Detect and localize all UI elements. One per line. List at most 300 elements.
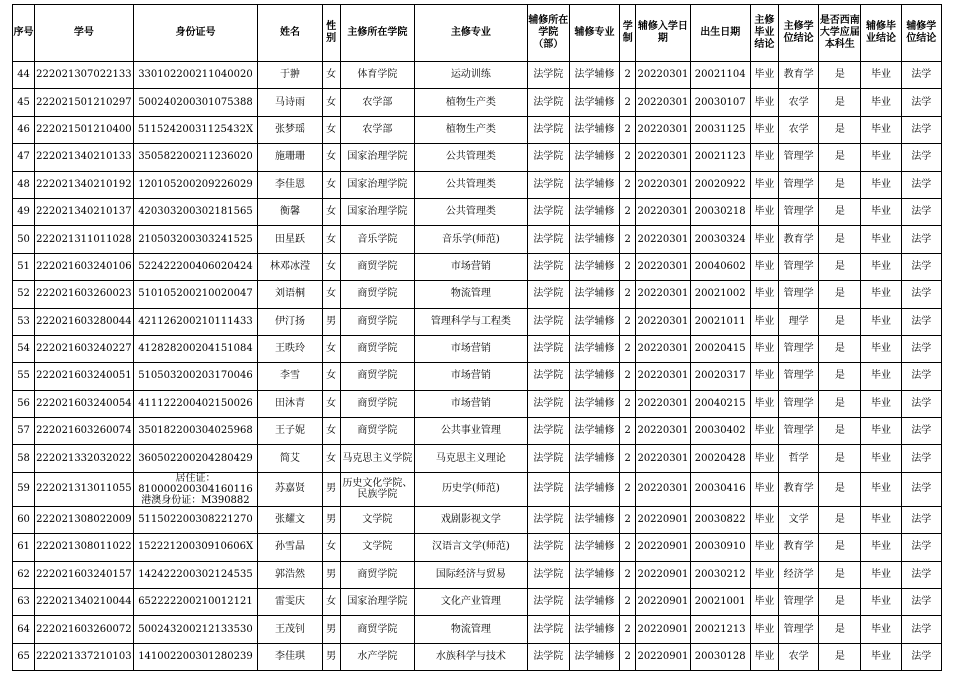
minor-graduation-cell: 毕业 — [861, 418, 901, 445]
major-degree-cell: 管理学 — [779, 589, 819, 616]
header-row — [13, 5, 942, 62]
major-college-cell: 历史文化学院、民族学院 — [340, 472, 414, 506]
id-number-cell: 652222200210012121 — [133, 589, 258, 616]
table-row — [13, 198, 942, 225]
major-cell: 戏剧影视文学 — [415, 506, 528, 533]
col-header-label: 出生日期 — [700, 27, 741, 38]
minor-college-cell: 法学院 — [527, 62, 569, 89]
major-college-cell: 文学院 — [340, 506, 414, 533]
major-college-cell: 马克思主义学院 — [340, 445, 414, 472]
minor-entry-date-cell: 20220301 — [636, 89, 690, 116]
gender-cell: 女 — [322, 281, 340, 308]
major-graduation-cell: 毕业 — [750, 534, 778, 561]
table-row — [13, 253, 942, 280]
minor-degree-cell: 法学 — [901, 89, 941, 116]
minor-graduation-cell: 毕业 — [861, 589, 901, 616]
minor-entry-date-cell: 20220301 — [636, 472, 690, 506]
table-row — [13, 445, 942, 472]
minor-graduation-cell: 毕业 — [861, 89, 901, 116]
minor-college-cell: 法学院 — [527, 253, 569, 280]
name-cell: 郭浩然 — [258, 561, 322, 588]
duration-cell: 2 — [620, 363, 636, 390]
major-graduation-cell: 毕业 — [750, 472, 778, 506]
minor-college-cell: 法学院 — [527, 472, 569, 506]
minor-degree-cell: 法学 — [901, 418, 941, 445]
gender-cell: 男 — [322, 308, 340, 335]
minor-graduation-cell: 毕业 — [861, 116, 901, 143]
minor-graduation-cell: 毕业 — [861, 616, 901, 643]
major-college-cell: 体育学院 — [340, 62, 414, 89]
major-degree-cell: 教育学 — [779, 62, 819, 89]
minor-cell: 法学辅修 — [569, 390, 619, 417]
name-cell: 王昳玲 — [258, 335, 322, 362]
col-header-label: 辅修学位结论 — [906, 21, 937, 44]
minor-cell: 法学辅修 — [569, 308, 619, 335]
minor-graduation-cell: 毕业 — [861, 561, 901, 588]
col-header-label: 辅修入学日期 — [637, 21, 688, 44]
swu-graduate-cell: 是 — [819, 171, 861, 198]
major-college-cell: 音乐学院 — [340, 226, 414, 253]
minor-degree-cell: 法学 — [901, 390, 941, 417]
gender-cell: 女 — [322, 253, 340, 280]
swu-graduate-cell: 是 — [819, 89, 861, 116]
swu-graduate-cell: 是 — [819, 308, 861, 335]
id-number-cell: 330102200211040020 — [133, 62, 258, 89]
minor-graduation-cell: 毕业 — [861, 534, 901, 561]
minor-college-cell: 法学院 — [527, 171, 569, 198]
major-cell: 水族科学与技术 — [415, 643, 528, 670]
minor-cell: 法学辅修 — [569, 144, 619, 171]
minor-entry-date-cell: 20220901 — [636, 616, 690, 643]
table-row — [13, 308, 942, 335]
minor-cell: 法学辅修 — [569, 472, 619, 506]
major-graduation-cell: 毕业 — [750, 253, 778, 280]
minor-entry-date-cell: 20220301 — [636, 308, 690, 335]
major-graduation-cell: 毕业 — [750, 561, 778, 588]
major-graduation-cell: 毕业 — [750, 589, 778, 616]
birth-date-cell: 20030218 — [690, 198, 750, 225]
name-cell: 刘语桐 — [258, 281, 322, 308]
gender-cell: 男 — [322, 561, 340, 588]
major-college-cell: 商贸学院 — [340, 390, 414, 417]
minor-entry-date-cell: 20220901 — [636, 534, 690, 561]
minor-cell: 法学辅修 — [569, 616, 619, 643]
minor-cell: 法学辅修 — [569, 198, 619, 225]
col-header-major — [415, 5, 528, 62]
duration-cell: 2 — [620, 253, 636, 280]
minor-college-cell: 法学院 — [527, 144, 569, 171]
birth-date-cell: 20021002 — [690, 281, 750, 308]
gender-cell: 女 — [322, 445, 340, 472]
gender-cell: 女 — [322, 418, 340, 445]
minor-cell: 法学辅修 — [569, 253, 619, 280]
minor-entry-date-cell: 20220301 — [636, 390, 690, 417]
seq-cell: 45 — [13, 89, 35, 116]
birth-date-cell: 20020317 — [690, 363, 750, 390]
minor-cell: 法学辅修 — [569, 335, 619, 362]
minor-degree-cell: 法学 — [901, 198, 941, 225]
major-cell: 汉语言文学(师范) — [415, 534, 528, 561]
gender-cell: 女 — [322, 144, 340, 171]
minor-cell: 法学辅修 — [569, 226, 619, 253]
table-row — [13, 363, 942, 390]
student-id-cell: 222021313011055 — [35, 472, 134, 506]
minor-college-cell: 法学院 — [527, 308, 569, 335]
minor-entry-date-cell: 20220301 — [636, 171, 690, 198]
id-number-cell: 500243200212133530 — [133, 616, 258, 643]
swu-graduate-cell: 是 — [819, 253, 861, 280]
major-degree-cell: 管理学 — [779, 390, 819, 417]
table-row — [13, 116, 942, 143]
col-header-birth-date — [690, 5, 750, 62]
gender-cell: 女 — [322, 390, 340, 417]
minor-college-cell: 法学院 — [527, 335, 569, 362]
major-degree-cell: 管理学 — [779, 363, 819, 390]
major-college-cell: 商贸学院 — [340, 418, 414, 445]
swu-graduate-cell: 是 — [819, 561, 861, 588]
gender-cell: 女 — [322, 89, 340, 116]
col-header-minor-entry-date — [636, 5, 690, 62]
table-row — [13, 643, 942, 670]
col-header-minor-degree — [901, 5, 941, 62]
minor-entry-date-cell: 20220901 — [636, 589, 690, 616]
seq-cell: 53 — [13, 308, 35, 335]
table-row — [13, 506, 942, 533]
id-number-cell: 120105200209226029 — [133, 171, 258, 198]
id-number-cell: 511502200308221270 — [133, 506, 258, 533]
gender-cell: 男 — [322, 616, 340, 643]
major-cell: 公共管理类 — [415, 144, 528, 171]
major-graduation-cell: 毕业 — [750, 418, 778, 445]
minor-graduation-cell: 毕业 — [861, 472, 901, 506]
major-degree-cell: 管理学 — [779, 335, 819, 362]
minor-entry-date-cell: 20220301 — [636, 253, 690, 280]
major-college-cell: 农学部 — [340, 116, 414, 143]
major-cell: 历史学(师范) — [415, 472, 528, 506]
swu-graduate-cell: 是 — [819, 198, 861, 225]
student-id-cell: 222021603240227 — [35, 335, 134, 362]
minor-college-cell: 法学院 — [527, 643, 569, 670]
swu-graduate-cell: 是 — [819, 116, 861, 143]
duration-cell: 2 — [620, 589, 636, 616]
minor-degree-cell: 法学 — [901, 335, 941, 362]
minor-degree-cell: 法学 — [901, 171, 941, 198]
duration-cell: 2 — [620, 226, 636, 253]
seq-cell: 64 — [13, 616, 35, 643]
col-header-label: 辅修所在学院（部） — [528, 15, 569, 50]
col-header-major-college — [340, 5, 414, 62]
name-cell: 王茂钊 — [258, 616, 322, 643]
minor-entry-date-cell: 20220301 — [636, 418, 690, 445]
seq-cell: 50 — [13, 226, 35, 253]
major-graduation-cell: 毕业 — [750, 116, 778, 143]
minor-cell: 法学辅修 — [569, 418, 619, 445]
gender-cell: 男 — [322, 506, 340, 533]
student-id-cell: 222021501210297 — [35, 89, 134, 116]
birth-date-cell: 20030107 — [690, 89, 750, 116]
seq-cell: 60 — [13, 506, 35, 533]
major-college-cell: 商贸学院 — [340, 363, 414, 390]
col-header-major-graduation — [750, 5, 778, 62]
minor-graduation-cell: 毕业 — [861, 506, 901, 533]
gender-cell: 女 — [322, 198, 340, 225]
major-graduation-cell: 毕业 — [750, 62, 778, 89]
seq-cell: 58 — [13, 445, 35, 472]
name-cell: 王子妮 — [258, 418, 322, 445]
swu-graduate-cell: 是 — [819, 226, 861, 253]
major-college-cell: 国家治理学院 — [340, 198, 414, 225]
birth-date-cell: 20020428 — [690, 445, 750, 472]
minor-graduation-cell: 毕业 — [861, 171, 901, 198]
duration-cell: 2 — [620, 472, 636, 506]
id-number-text: 居住证：810000200304160116 港澳身份证：M390882 — [138, 472, 253, 506]
minor-cell: 法学辅修 — [569, 89, 619, 116]
duration-cell: 2 — [620, 116, 636, 143]
gender-cell: 男 — [322, 472, 340, 506]
student-id-cell: 222021311011028 — [35, 226, 134, 253]
seq-cell: 59 — [13, 472, 35, 506]
birth-date-cell: 20040215 — [690, 390, 750, 417]
minor-graduation-cell: 毕业 — [861, 335, 901, 362]
id-number-cell: 522422200406020424 — [133, 253, 258, 280]
id-number-cell: 350182200304025968 — [133, 418, 258, 445]
major-cell: 马克思主义理论 — [415, 445, 528, 472]
minor-graduation-cell: 毕业 — [861, 308, 901, 335]
minor-degree-cell: 法学 — [901, 472, 941, 506]
minor-college-cell: 法学院 — [527, 198, 569, 225]
seq-cell: 65 — [13, 643, 35, 670]
col-header-label: 主修学位结论 — [783, 21, 814, 44]
gender-cell: 女 — [322, 171, 340, 198]
minor-college-cell: 法学院 — [527, 445, 569, 472]
minor-college-cell: 法学院 — [527, 418, 569, 445]
seq-cell: 63 — [13, 589, 35, 616]
col-header-student-id — [35, 5, 134, 62]
student-id-cell: 222021603280044 — [35, 308, 134, 335]
major-degree-cell: 管理学 — [779, 198, 819, 225]
minor-cell: 法学辅修 — [569, 561, 619, 588]
minor-college-cell: 法学院 — [527, 226, 569, 253]
id-number-cell: 500240200301075388 — [133, 89, 258, 116]
minor-entry-date-cell: 20220901 — [636, 561, 690, 588]
birth-date-cell: 20040602 — [690, 253, 750, 280]
major-college-cell: 商贸学院 — [340, 308, 414, 335]
major-cell: 市场营销 — [415, 390, 528, 417]
duration-cell: 2 — [620, 89, 636, 116]
gender-cell: 女 — [322, 363, 340, 390]
duration-cell: 2 — [620, 281, 636, 308]
major-degree-cell: 管理学 — [779, 144, 819, 171]
minor-entry-date-cell: 20220301 — [636, 226, 690, 253]
swu-graduate-cell: 是 — [819, 616, 861, 643]
minor-degree-cell: 法学 — [901, 445, 941, 472]
col-header-label: 辅修毕业结论 — [866, 21, 897, 44]
minor-college-cell: 法学院 — [527, 89, 569, 116]
name-cell: 苏嘉贤 — [258, 472, 322, 506]
id-number-cell: 510105200210020047 — [133, 281, 258, 308]
student-id-cell: 222021603240106 — [35, 253, 134, 280]
gender-cell: 女 — [322, 589, 340, 616]
minor-degree-cell: 法学 — [901, 281, 941, 308]
name-cell: 孙雪晶 — [258, 534, 322, 561]
minor-entry-date-cell: 20220901 — [636, 643, 690, 670]
col-header-minor-college — [527, 5, 569, 62]
table-row — [13, 589, 942, 616]
duration-cell: 2 — [620, 616, 636, 643]
swu-graduate-cell: 是 — [819, 643, 861, 670]
minor-cell: 法学辅修 — [569, 589, 619, 616]
major-cell: 文化产业管理 — [415, 589, 528, 616]
table-row — [13, 144, 942, 171]
name-cell: 伊汀扬 — [258, 308, 322, 335]
col-header-duration — [620, 5, 636, 62]
student-id-cell: 222021307022133 — [35, 62, 134, 89]
major-cell: 公共事业管理 — [415, 418, 528, 445]
student-id-cell: 222021603260023 — [35, 281, 134, 308]
col-header-name — [258, 5, 322, 62]
minor-degree-cell: 法学 — [901, 616, 941, 643]
major-degree-cell: 教育学 — [779, 472, 819, 506]
table-body — [13, 62, 942, 671]
birth-date-cell: 20020922 — [690, 171, 750, 198]
minor-degree-cell: 法学 — [901, 506, 941, 533]
seq-cell: 61 — [13, 534, 35, 561]
roster-table — [12, 4, 942, 671]
major-cell: 物流管理 — [415, 281, 528, 308]
id-number-cell — [133, 472, 258, 506]
major-graduation-cell: 毕业 — [750, 390, 778, 417]
major-cell: 管理科学与工程类 — [415, 308, 528, 335]
student-id-cell: 222021340210133 — [35, 144, 134, 171]
swu-graduate-cell: 是 — [819, 534, 861, 561]
major-graduation-cell: 毕业 — [750, 445, 778, 472]
major-graduation-cell: 毕业 — [750, 506, 778, 533]
duration-cell: 2 — [620, 561, 636, 588]
major-graduation-cell: 毕业 — [750, 281, 778, 308]
swu-graduate-cell: 是 — [819, 472, 861, 506]
swu-graduate-cell: 是 — [819, 506, 861, 533]
minor-college-cell: 法学院 — [527, 363, 569, 390]
table-row — [13, 171, 942, 198]
id-number-cell: 412828200204151084 — [133, 335, 258, 362]
student-id-cell: 222021308011022 — [35, 534, 134, 561]
minor-degree-cell: 法学 — [901, 144, 941, 171]
name-cell: 张梦瑶 — [258, 116, 322, 143]
minor-entry-date-cell: 20220301 — [636, 116, 690, 143]
student-id-cell: 222021603260072 — [35, 616, 134, 643]
duration-cell: 2 — [620, 643, 636, 670]
student-id-cell: 222021603240051 — [35, 363, 134, 390]
major-degree-cell: 教育学 — [779, 226, 819, 253]
name-cell: 林邓冰滢 — [258, 253, 322, 280]
col-header-minor-graduation — [861, 5, 901, 62]
name-cell: 施珊珊 — [258, 144, 322, 171]
minor-graduation-cell: 毕业 — [861, 226, 901, 253]
major-degree-cell: 管理学 — [779, 616, 819, 643]
minor-degree-cell: 法学 — [901, 643, 941, 670]
major-degree-cell: 农学 — [779, 89, 819, 116]
table-row — [13, 335, 942, 362]
major-graduation-cell: 毕业 — [750, 335, 778, 362]
minor-cell: 法学辅修 — [569, 281, 619, 308]
major-degree-cell: 管理学 — [779, 418, 819, 445]
student-id-cell: 222021603240054 — [35, 390, 134, 417]
birth-date-cell: 20030324 — [690, 226, 750, 253]
major-degree-cell: 管理学 — [779, 171, 819, 198]
minor-degree-cell: 法学 — [901, 534, 941, 561]
duration-cell: 2 — [620, 144, 636, 171]
major-cell: 公共管理类 — [415, 171, 528, 198]
seq-cell: 46 — [13, 116, 35, 143]
minor-degree-cell: 法学 — [901, 589, 941, 616]
major-graduation-cell: 毕业 — [750, 363, 778, 390]
table-row — [13, 418, 942, 445]
student-id-cell: 222021340210044 — [35, 589, 134, 616]
seq-cell: 54 — [13, 335, 35, 362]
col-header-swu-graduate — [819, 5, 861, 62]
minor-cell: 法学辅修 — [569, 62, 619, 89]
duration-cell: 2 — [620, 534, 636, 561]
gender-cell: 女 — [322, 62, 340, 89]
seq-cell: 62 — [13, 561, 35, 588]
major-graduation-cell: 毕业 — [750, 616, 778, 643]
col-header-major-degree — [779, 5, 819, 62]
major-college-cell: 商贸学院 — [340, 561, 414, 588]
id-number-cell: 51152420031125432X — [133, 116, 258, 143]
minor-cell: 法学辅修 — [569, 643, 619, 670]
birth-date-cell: 20030416 — [690, 472, 750, 506]
major-cell: 植物生产类 — [415, 116, 528, 143]
gender-cell: 女 — [322, 534, 340, 561]
major-cell: 植物生产类 — [415, 89, 528, 116]
table-row — [13, 226, 942, 253]
major-degree-cell: 文学 — [779, 506, 819, 533]
minor-graduation-cell: 毕业 — [861, 643, 901, 670]
major-cell: 公共管理类 — [415, 198, 528, 225]
col-header-label: 主修所在学院 — [347, 27, 408, 38]
minor-degree-cell: 法学 — [901, 253, 941, 280]
major-graduation-cell: 毕业 — [750, 198, 778, 225]
col-header-id-number — [133, 5, 258, 62]
id-number-cell: 350582200211236020 — [133, 144, 258, 171]
swu-graduate-cell: 是 — [819, 335, 861, 362]
major-college-cell: 商贸学院 — [340, 616, 414, 643]
name-cell: 李雪 — [258, 363, 322, 390]
table-row — [13, 472, 942, 506]
major-degree-cell: 管理学 — [779, 281, 819, 308]
minor-college-cell: 法学院 — [527, 616, 569, 643]
seq-cell: 44 — [13, 62, 35, 89]
birth-date-cell: 20030402 — [690, 418, 750, 445]
major-cell: 市场营销 — [415, 335, 528, 362]
major-graduation-cell: 毕业 — [750, 171, 778, 198]
student-id-cell: 222021332032022 — [35, 445, 134, 472]
name-cell: 于翀 — [258, 62, 322, 89]
minor-cell: 法学辅修 — [569, 534, 619, 561]
swu-graduate-cell: 是 — [819, 144, 861, 171]
major-college-cell: 商贸学院 — [340, 281, 414, 308]
gender-cell: 女 — [322, 335, 340, 362]
gender-cell: 女 — [322, 226, 340, 253]
minor-graduation-cell: 毕业 — [861, 198, 901, 225]
student-id-cell: 222021337210103 — [35, 643, 134, 670]
minor-college-cell: 法学院 — [527, 116, 569, 143]
swu-graduate-cell: 是 — [819, 418, 861, 445]
name-cell: 田星跃 — [258, 226, 322, 253]
name-cell: 马诗雨 — [258, 89, 322, 116]
name-cell: 田沐青 — [258, 390, 322, 417]
duration-cell: 2 — [620, 308, 636, 335]
